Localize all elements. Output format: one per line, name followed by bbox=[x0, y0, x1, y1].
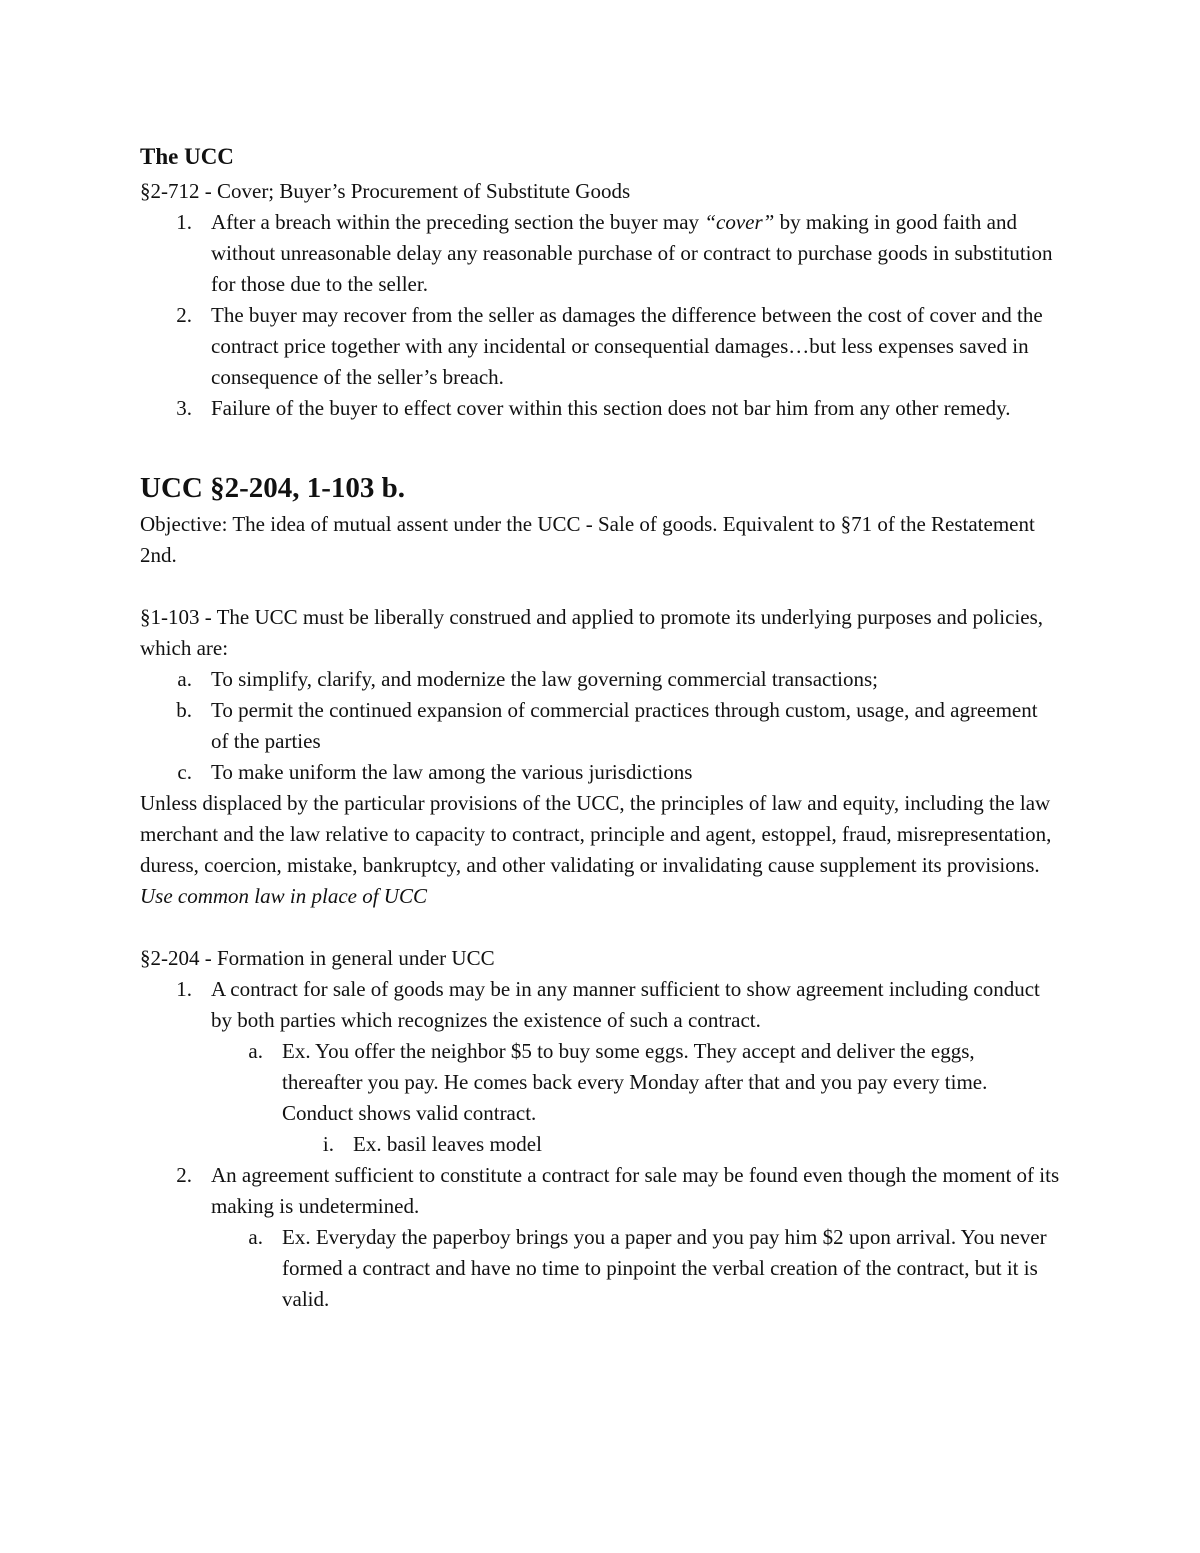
paragraph-text: Unless displaced by the particular provisions of the UCC, the principles of law and equity, including the law merchant and the law relative to capacity to contract, principle and agent, estoppel, fraud, misrepresentation, duress, coercion, mistake, bankruptcy, and other validating or invalidating cause supplement its provisions. bbox=[140, 791, 1052, 877]
section-title-ucc: The UCC bbox=[140, 144, 234, 169]
list-marker: a. bbox=[248, 1039, 263, 1063]
list-item bbox=[140, 207, 1060, 300]
common-law-emphasis: Use common law in place of UCC bbox=[140, 884, 427, 908]
objective-paragraph: Objective: The idea of mutual assent under the UCC - Sale of goods. Equivalent to §71 of the Restatement 2nd. bbox=[140, 512, 1035, 567]
list-item bbox=[140, 664, 1060, 695]
list-item bbox=[140, 974, 1060, 1036]
list-marker: 2. bbox=[176, 303, 192, 327]
list-item bbox=[140, 393, 1060, 424]
list-marker: a. bbox=[248, 1225, 263, 1249]
list-item-text: Ex. basil leaves model bbox=[353, 1132, 542, 1156]
section-2-712-heading: §2-712 - Cover; Buyer’s Procurement of Substitute Goods bbox=[140, 179, 631, 203]
list-item bbox=[140, 757, 1060, 788]
cover-rules-list bbox=[140, 207, 1060, 424]
list-item-text: Ex. You offer the neighbor $5 to buy some eggs. They accept and deliver the eggs, thereafter you pay. He comes back every Monday after that and you pay every time. Conduct shows valid contract. bbox=[282, 1039, 988, 1125]
list-item bbox=[140, 1160, 1060, 1222]
section-2-204-intro: §2-204 - Formation in general under UCC bbox=[140, 946, 495, 970]
cover-emphasis: “cover” bbox=[704, 210, 775, 234]
list-marker: b. bbox=[176, 698, 192, 722]
list-marker: c. bbox=[177, 760, 192, 784]
list-item-text: To simplify, clarify, and modernize the law governing commercial transactions; bbox=[211, 667, 879, 691]
list-item-text: To make uniform the law among the various jurisdictions bbox=[211, 760, 693, 784]
list-item bbox=[140, 300, 1060, 393]
list-item bbox=[140, 1129, 1060, 1160]
list-item-text: A contract for sale of goods may be in any manner sufficient to show agreement including conduct by both parties which recognizes the existence of such a contract. bbox=[211, 977, 1040, 1032]
list-item-text: Ex. Everyday the paperboy brings you a paper and you pay him $2 upon arrival. You never formed a contract and have no time to pinpoint the verbal creation of the contract, but it is valid. bbox=[282, 1225, 1047, 1311]
formation-list bbox=[140, 974, 1060, 1315]
list-item-text: Failure of the buyer to effect cover within this section does not bar him from any other remedy. bbox=[211, 396, 1011, 420]
list-item bbox=[140, 1036, 1060, 1129]
section-1-103-intro: §1-103 - The UCC must be liberally construed and applied to promote its underlying purposes and policies, which are: bbox=[140, 605, 1044, 660]
purposes-list bbox=[140, 664, 1060, 788]
document-page bbox=[140, 140, 1060, 1315]
list-item-text: by making in good faith and without unreasonable delay any reasonable purchase of or contract to purchase goods in substitution for those due to the seller. bbox=[211, 210, 1053, 296]
list-item-text: The buyer may recover from the seller as damages the difference between the cost of cover and the contract price together with any incidental or consequential damages…but less expenses saved in consequence of the seller’s breach. bbox=[211, 303, 1043, 389]
unless-displaced-paragraph bbox=[140, 788, 1060, 912]
list-marker: i. bbox=[322, 1132, 334, 1156]
list-marker: a. bbox=[177, 667, 192, 691]
list-item bbox=[140, 1222, 1060, 1315]
list-item-text: An agreement sufficient to constitute a contract for sale may be found even though the moment of its making is undetermined. bbox=[211, 1163, 1060, 1218]
list-item bbox=[140, 695, 1060, 757]
list-marker: 1. bbox=[176, 977, 192, 1001]
section-title-ucc-2-204: UCC §2-204, 1-103 b. bbox=[140, 472, 406, 504]
list-marker: 3. bbox=[176, 396, 192, 420]
list-marker: 1. bbox=[176, 210, 192, 234]
list-marker: 2. bbox=[176, 1163, 192, 1187]
list-item-text: To permit the continued expansion of commercial practices through custom, usage, and agreement of the parties bbox=[211, 698, 1038, 753]
list-item-text: After a breach within the preceding section the buyer may bbox=[211, 210, 705, 234]
